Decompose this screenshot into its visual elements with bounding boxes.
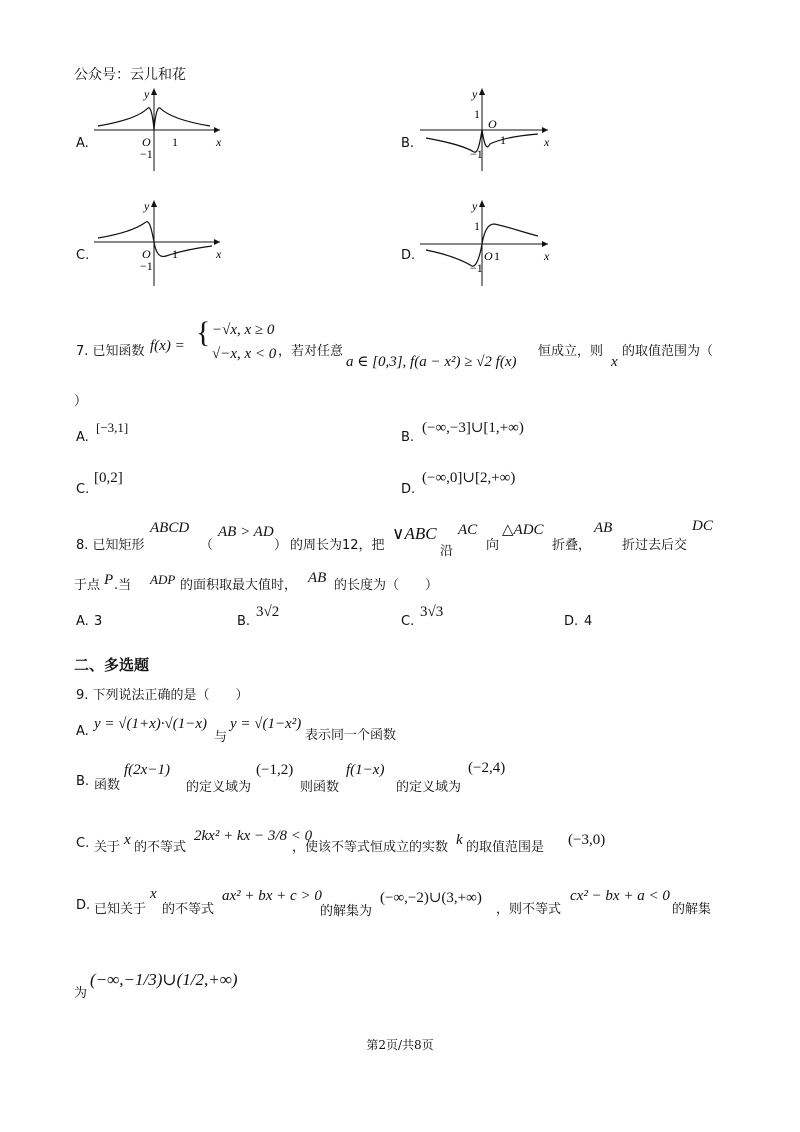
svg-text:O: O — [484, 249, 493, 263]
option-label-a: A. — [76, 136, 89, 151]
q8-b-label: B. — [237, 614, 251, 629]
svg-text:1: 1 — [172, 247, 178, 261]
option-label-d: D. — [401, 248, 416, 263]
q7-d-text: (−∞,0]∪[2,+∞) — [422, 470, 516, 486]
q7-case2: √−x, x < 0 — [212, 346, 277, 362]
q9-b-d1: (−1,2) — [256, 762, 294, 778]
q9-stem: 9. 下列说法正确的是（ ） — [76, 688, 249, 703]
q8-cond: AB > AD — [218, 524, 274, 540]
q7-range-of: 的取值范围为（ — [622, 344, 714, 359]
q8-adp: ADP — [150, 572, 176, 587]
q7-if: ，若对任意 — [278, 344, 344, 359]
q7-brace: { — [196, 316, 211, 349]
tick-neg-one: −1 — [140, 147, 153, 161]
q9-d-ineq: ax² + bx + c > 0 — [222, 888, 322, 904]
q9-b-f1: f(2x−1) — [124, 762, 170, 778]
q7-d-label: D. — [401, 482, 416, 497]
q9-b-d2: (−2,4) — [468, 760, 506, 776]
q7-b-text: (−∞,−3]∪[1,+∞) — [422, 420, 524, 436]
q9-b-f2: f(1−x) — [346, 762, 385, 778]
q8-b-text: 3√2 — [256, 604, 280, 620]
svg-text:x: x — [216, 247, 222, 261]
q8-stem-start: 8. 已知矩形 — [76, 538, 145, 553]
svg-text:−1: −1 — [470, 147, 483, 161]
q7-c-text: [0,2] — [94, 470, 123, 486]
q7-stem-start: 7. 已知函数 — [76, 344, 145, 359]
graph-a — [92, 86, 232, 175]
q9-a-label: A. — [76, 724, 89, 739]
section-heading: 二、多选题 — [74, 656, 150, 674]
q9-a-f2: y = √(1−x²) — [230, 716, 302, 732]
account-header: 公众号：云儿和花 — [74, 67, 186, 83]
graph-c — [92, 196, 232, 290]
tick-one: 1 — [172, 135, 178, 149]
graph-d — [418, 196, 558, 290]
svg-text:x: x — [544, 249, 550, 263]
axis-x-label: x — [216, 135, 222, 149]
axis-y-label: y — [144, 87, 150, 101]
svg-text:y: y — [472, 199, 478, 213]
svg-text:−1: −1 — [140, 259, 153, 273]
q8-tri-abc: ∨ABC — [392, 524, 437, 543]
q7-var: x — [611, 354, 618, 370]
q8-ab2: AB — [308, 570, 327, 586]
q7-fx: f(x) = — [150, 338, 185, 354]
svg-text:y: y — [144, 199, 150, 213]
q8-d-text: 4 — [584, 614, 593, 629]
q8-c-label: C. — [401, 614, 415, 629]
q8-abcd: ABCD — [150, 520, 190, 536]
q8-a-text: 3 — [94, 614, 103, 629]
svg-text:1: 1 — [500, 133, 506, 147]
q9-c-range: (−3,0) — [568, 832, 606, 848]
svg-text:O: O — [488, 117, 497, 131]
svg-text:−1: −1 — [470, 261, 483, 275]
option-label-c: C. — [76, 248, 90, 263]
q9-d-label: D. — [76, 898, 91, 913]
svg-text:x: x — [544, 135, 550, 149]
q9-d-ineq2: cx² − bx + a < 0 — [570, 888, 670, 904]
q7-c-label: C. — [76, 482, 90, 497]
q8-ab: AB — [594, 520, 613, 536]
q9-a-f1: y = √(1+x)·√(1−x) — [94, 716, 208, 732]
svg-text:O: O — [142, 247, 151, 261]
q7-close: ） — [74, 394, 88, 409]
q8-adc: △ADC — [502, 522, 544, 538]
q8-d-label: D. — [564, 614, 579, 629]
q9-d-set: (−∞,−2)∪(3,+∞) — [380, 890, 482, 906]
q7-condition: a ∈ [0,3], f(a − x²) ≥ √2 f(x) — [346, 354, 517, 370]
graph-b — [418, 86, 558, 175]
q7-a-label: A. — [76, 430, 89, 445]
q7-a-text: [−3,1] — [96, 420, 129, 435]
page-number: 第2页/共8页 — [366, 1038, 434, 1052]
q9-c-ineq: 2kx² + kx − 3/8 < 0 — [194, 828, 313, 844]
q9-d-answer: (−∞,−1/3)∪(1/2,+∞) — [90, 970, 238, 989]
q8-dc: DC — [692, 518, 713, 534]
q8-a-label: A. — [76, 614, 89, 629]
q7-case1: −√x, x ≥ 0 — [212, 322, 275, 338]
svg-text:1: 1 — [494, 249, 500, 263]
q7-b-label: B. — [401, 430, 415, 445]
q8-c-text: 3√3 — [420, 604, 444, 620]
q7-holds: 恒成立，则 — [538, 344, 604, 359]
svg-text:1: 1 — [474, 219, 480, 233]
q8-p: P — [104, 572, 114, 588]
q9-c-label: C. — [76, 836, 90, 851]
svg-text:y: y — [472, 87, 478, 101]
q9-b-label: B. — [76, 774, 90, 789]
q8-ac: AC — [458, 522, 478, 538]
origin-label: O — [142, 135, 151, 149]
svg-text:1: 1 — [474, 107, 480, 121]
option-label-b: B. — [401, 136, 415, 151]
